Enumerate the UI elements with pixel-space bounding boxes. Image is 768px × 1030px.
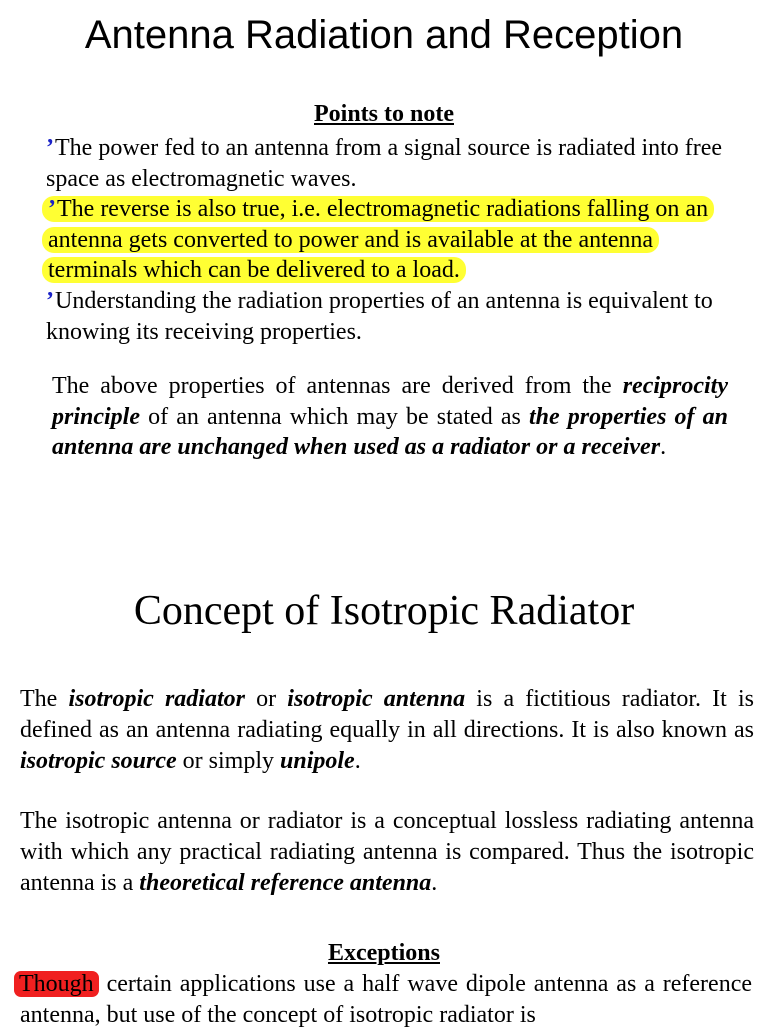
reciprocity-paragraph — [52, 371, 728, 463]
exceptions-heading: Exceptions — [327, 940, 440, 966]
bullet-list — [46, 133, 746, 347]
text-run: of an antenna which may be stated as — [140, 403, 529, 430]
bullet-marker: ’ — [46, 287, 54, 314]
text-run: The isotropic antenna or radiator is a conceptual lossless radiating antenna with which any practical radiating antenna is compared. Thus the isotropic antenna is a — [20, 808, 754, 896]
text-run: . — [660, 434, 667, 460]
emphasis-term: isotropic antenna — [287, 686, 466, 712]
exceptions-paragraph — [20, 969, 752, 1030]
bullet-item-highlighted — [46, 194, 746, 286]
emphasis-term: unipole — [280, 747, 355, 774]
text-run: certain applications use a half wave dipole antenna as a reference antenna, but use of the concept of isotropic radiator is — [20, 971, 752, 1028]
section-title: Concept of Isotropic Radiator — [133, 588, 635, 634]
yellow-highlight — [42, 196, 714, 283]
text-run: or — [244, 686, 288, 712]
emphasis-statement: the properties of an antenna are unchanged when used as a radiator or a receiver — [52, 403, 728, 460]
text-run: . — [431, 869, 438, 896]
bullet-item — [46, 133, 746, 194]
points-to-note-heading: Points to note — [314, 101, 454, 127]
emphasis-term: isotropic radiator — [68, 686, 245, 712]
text-run: The — [20, 686, 69, 712]
emphasis-term: isotropic source — [20, 747, 177, 774]
red-highlight: Though — [14, 971, 99, 997]
page-title: Antenna Radiation and Reception — [84, 13, 684, 57]
text-run: or simply — [176, 747, 281, 774]
bullet-marker: ’ — [48, 196, 56, 223]
text-run: The above properties of antennas are derived from the — [52, 373, 623, 399]
bullet-item — [46, 286, 746, 347]
bullet-text: The power fed to an antenna from a signal source is radiated into free space as electromagnetic waves. — [46, 135, 723, 192]
bullet-text: Understanding the radiation properties of an antenna is equivalent to knowing its receiving properties. — [46, 287, 713, 345]
emphasis-term: theoretical reference antenna — [139, 869, 432, 896]
text-run: . — [354, 747, 361, 774]
isotropic-definition-paragraph — [20, 684, 754, 776]
isotropic-reference-paragraph — [20, 806, 754, 898]
text-run: is a fictitious radiator. It is defined as an antenna radiating equally in all directions. It is also known as — [20, 686, 755, 743]
bullet-marker: ’ — [46, 135, 54, 161]
emphasis-reciprocity-principle: reciprocity principle — [52, 373, 728, 430]
bullet-text: The reverse is also true, i.e. electromagnetic radiations falling on an antenna gets converted to power and is available at the antenna terminals which can be delivered to a load. — [48, 196, 709, 284]
